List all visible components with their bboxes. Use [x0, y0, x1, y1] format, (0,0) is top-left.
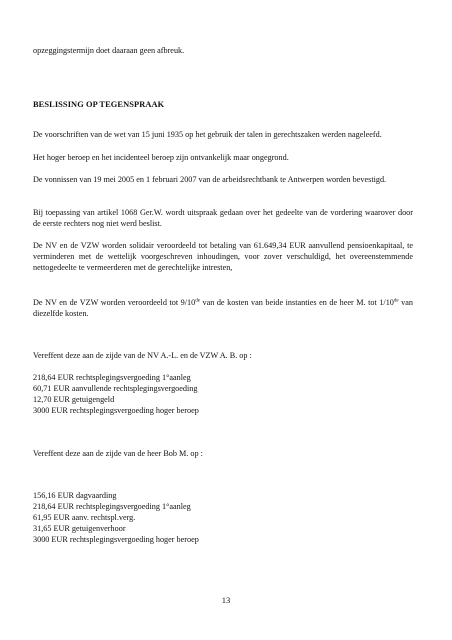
settlement-1-item: 3000 EUR rechtsplegingsvergoeding hoger beroep: [33, 406, 199, 415]
settlement-1-item: 218,64 EUR rechtsplegingsvergoeding 1°aanleg: [33, 373, 191, 382]
paragraph-solidary-payment: De NV en de VZW worden solidair veroordeeld tot betaling van 61.649,34 EUR aanvullend pensioenkapitaal, te verminderen met de wettelijk voorgeschreven inhoudingen, voor zover verschuldigd, het overeenstemmende nettogedeelte te vermeerderen met de gerechtelijke intresten,: [33, 241, 413, 272]
settlement-2-item: 3000 EUR rechtsplegingsvergoeding hoger beroep: [33, 535, 199, 544]
continuation-text: opzeggingstermijn doet daaraan geen afbreuk.: [33, 46, 185, 55]
page-number: 13: [221, 595, 231, 605]
costs-text-part-3: van diezelfde kosten.: [33, 298, 413, 318]
paragraph-appeal-admissible: Het hoger beroep en het incidenteel beroep zijn ontvankelijk maar ongegrond.: [33, 153, 289, 162]
settlement-1-item: 60,71 EUR aanvullende rechtsplegingsvergoeding: [33, 384, 198, 393]
settlement-2-item: 156,16 EUR dagvaarding: [33, 491, 117, 500]
costs-text-part-2: van de kosten van beide instanties en de heer M. tot 1/10: [199, 298, 394, 307]
settlement-1-item: 12,70 EUR getuigengeld: [33, 395, 115, 404]
settlement-2-item: 31,65 EUR getuigenverhoor: [33, 524, 126, 533]
settlement-2-item: 218,64 EUR rechtsplegingsvergoeding 1°aanleg: [33, 502, 191, 511]
settlement-2-intro: Vereffent deze aan de zijde van de heer Bob M. op :: [33, 449, 203, 458]
paragraph-judgments-confirmed: De vonnissen van 19 mei 2005 en 1 februari 2007 van de arbeidsrechtbank te Antwerpen worden bevestigd.: [33, 175, 387, 184]
paragraph-costs-division: [33, 297, 413, 319]
settlement-2-list: [33, 490, 413, 545]
costs-superscript-2: de: [393, 298, 399, 304]
settlement-2-item: 61,95 EUR aanv. rechtspl.verg.: [33, 513, 136, 522]
settlement-1-list: [33, 372, 413, 416]
costs-superscript-1: de: [195, 298, 200, 304]
settlement-1-intro: Vereffent deze aan de zijde van de NV A.-L. en de VZW A. B. op :: [33, 351, 252, 360]
paragraph-language-law: De voorschriften van de wet van 15 juni 1935 op het gebruik der talen in gerechtszaken werden nageleefd.: [33, 130, 382, 139]
paragraph-article-1068: Bij toepassing van artikel 1068 Ger.W. wordt uitspraak gedaan over het gedeelte van de vordering waarover door de eerste rechters nog niet werd beslist.: [33, 208, 413, 228]
section-heading: BESLISSING OP TEGENSPRAAK: [33, 100, 165, 109]
costs-text-part-1: De NV en de VZW worden veroordeeld tot 9/10: [33, 298, 196, 307]
